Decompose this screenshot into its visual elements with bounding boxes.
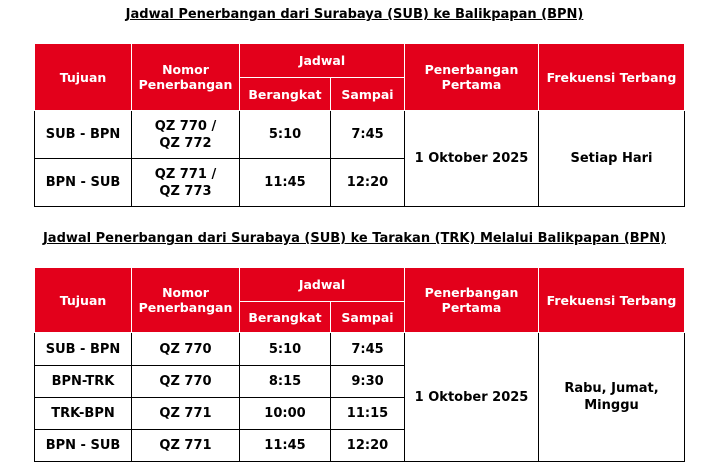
header-penerbangan-pertama: Penerbangan Pertama [405, 44, 539, 111]
cell-tujuan: BPN - SUB [35, 430, 132, 462]
cell-berangkat: 11:45 [240, 430, 331, 462]
cell-sampai: 12:20 [331, 430, 405, 462]
cell-tujuan: BPN - SUB [35, 159, 132, 207]
cell-berangkat: 5:10 [240, 111, 331, 159]
header-sampai: Sampai [331, 78, 405, 111]
header-sampai: Sampai [331, 302, 405, 333]
header-jadwal: Jadwal [240, 268, 405, 302]
table1-title: Jadwal Penerbangan dari Surabaya (SUB) ke Balikpapan (BPN) [125, 7, 584, 22]
cell-nomor: QZ 770 [132, 366, 240, 398]
cell-tujuan: BPN-TRK [35, 366, 132, 398]
header-penerbangan-pertama: Penerbangan Pertama [405, 268, 539, 333]
cell-sampai: 12:20 [331, 159, 405, 207]
cell-berangkat: 11:45 [240, 159, 331, 207]
header-jadwal: Jadwal [240, 44, 405, 78]
cell-nomor: QZ 771 / QZ 773 [132, 159, 240, 207]
table2-title: Jadwal Penerbangan dari Surabaya (SUB) ke Tarakan (TRK) Melalui Balikpapan (BPN) [42, 231, 667, 246]
cell-nomor: QZ 771 [132, 430, 240, 462]
header-frekuensi-terbang: Frekuensi Terbang [539, 268, 685, 333]
cell-tujuan: SUB - BPN [35, 333, 132, 366]
cell-berangkat: 10:00 [240, 398, 331, 430]
schedule-table-sub-trk [34, 267, 685, 462]
header-berangkat: Berangkat [240, 78, 331, 111]
cell-sampai: 11:15 [331, 398, 405, 430]
cell-berangkat: 5:10 [240, 333, 331, 366]
header-frekuensi-terbang: Frekuensi Terbang [539, 44, 685, 111]
header-tujuan: Tujuan [35, 268, 132, 333]
cell-nomor: QZ 771 [132, 398, 240, 430]
header-nomor-penerbangan: Nomor Penerbangan [132, 44, 240, 111]
cell-penerbangan-pertama: 1 Oktober 2025 [405, 111, 539, 207]
header-berangkat: Berangkat [240, 302, 331, 333]
cell-frekuensi: Setiap Hari [539, 111, 685, 207]
cell-sampai: 7:45 [331, 333, 405, 366]
table-row [35, 333, 685, 366]
cell-sampai: 7:45 [331, 111, 405, 159]
cell-nomor: QZ 770 / QZ 772 [132, 111, 240, 159]
cell-tujuan: TRK-BPN [35, 398, 132, 430]
cell-nomor: QZ 770 [132, 333, 240, 366]
header-nomor-penerbangan: Nomor Penerbangan [132, 268, 240, 333]
schedule-table-sub-bpn [34, 43, 685, 207]
table-row [35, 111, 685, 159]
header-tujuan: Tujuan [35, 44, 132, 111]
cell-frekuensi: Rabu, Jumat, Minggu [539, 333, 685, 462]
cell-penerbangan-pertama: 1 Oktober 2025 [405, 333, 539, 462]
cell-berangkat: 8:15 [240, 366, 331, 398]
cell-tujuan: SUB - BPN [35, 111, 132, 159]
cell-sampai: 9:30 [331, 366, 405, 398]
